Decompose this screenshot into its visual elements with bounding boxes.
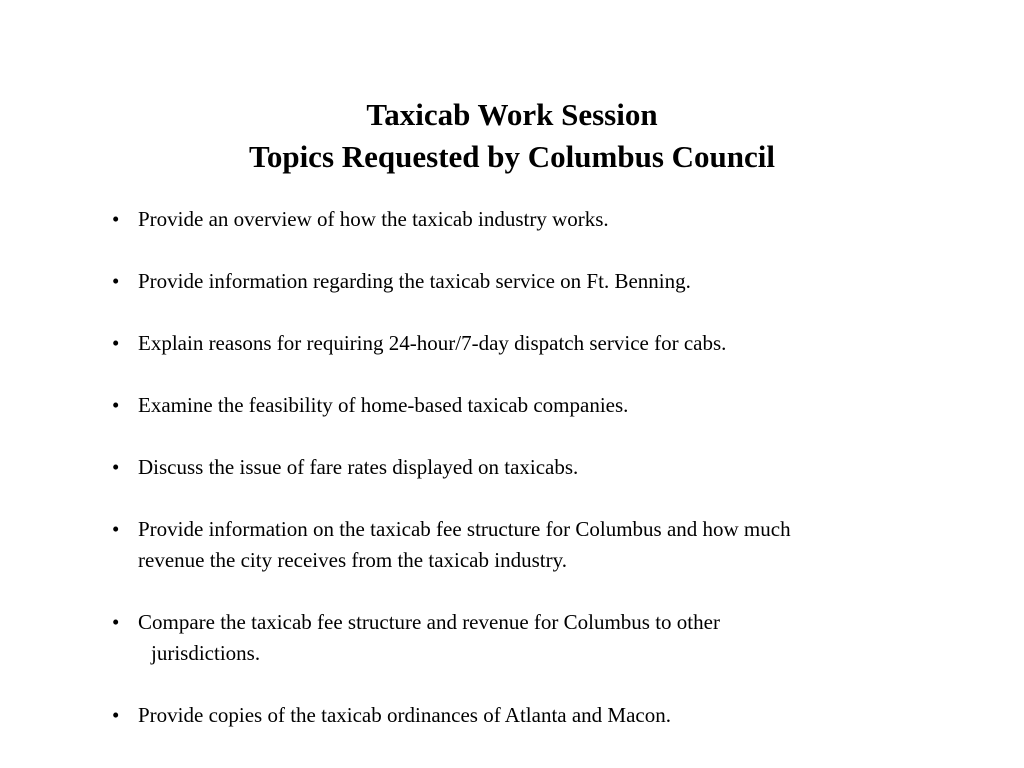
bullet-icon: • <box>112 393 120 417</box>
bullet-text-continued: revenue the city receives from the taxicab industry. <box>138 548 567 572</box>
bullet-text: Provide information regarding the taxicab service on Ft. Benning. <box>138 269 691 293</box>
bullet-item <box>112 700 992 731</box>
bullet-text: Provide an overview of how the taxicab industry works. <box>138 207 609 231</box>
bullet-icon: • <box>112 269 120 293</box>
bullet-icon: • <box>112 703 120 727</box>
bullet-text-continued: jurisdictions. <box>151 641 261 665</box>
bullet-text: Compare the taxicab fee structure and revenue for Columbus to other <box>138 610 720 634</box>
bullet-text: Discuss the issue of fare rates displayed on taxicabs. <box>138 455 579 479</box>
bullet-item <box>112 328 992 359</box>
bullet-icon: • <box>112 331 120 355</box>
bullet-item <box>112 607 992 669</box>
bullet-text: Examine the feasibility of home-based taxicab companies. <box>138 393 629 417</box>
bullet-text: Provide information on the taxicab fee structure for Columbus and how much <box>138 517 791 541</box>
bullet-text: Explain reasons for requiring 24-hour/7-day dispatch service for cabs. <box>138 331 727 355</box>
slide-title <box>0 94 1024 178</box>
bullet-item <box>112 204 992 235</box>
bullet-icon: • <box>112 455 120 479</box>
bullet-text: Provide copies of the taxicab ordinances of Atlanta and Macon. <box>138 703 671 727</box>
bullet-icon: • <box>112 207 120 231</box>
bullet-icon: • <box>112 517 120 541</box>
bullet-item <box>112 266 992 297</box>
bullet-icon: • <box>112 610 120 634</box>
bullet-item <box>112 514 992 576</box>
bullet-list <box>112 204 992 731</box>
bullet-item <box>112 452 992 483</box>
title-line-2: Topics Requested by Columbus Council <box>249 139 775 174</box>
bullet-item <box>112 390 992 421</box>
title-line-1: Taxicab Work Session <box>366 97 658 132</box>
